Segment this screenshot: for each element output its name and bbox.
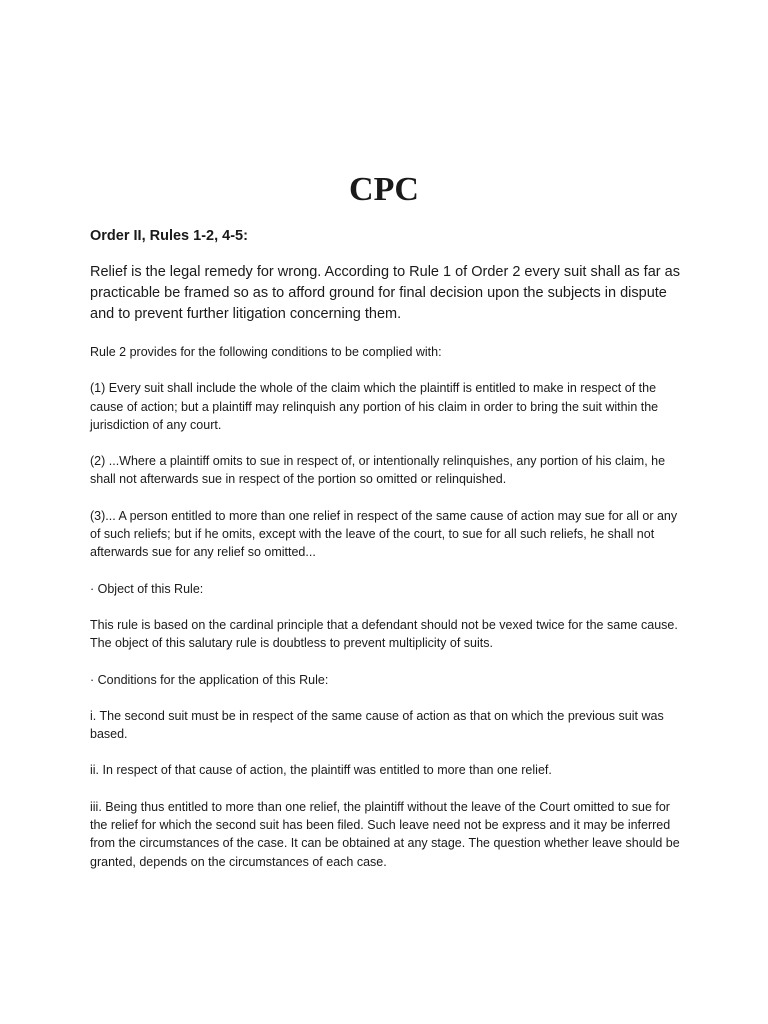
paragraph-clause-2: (2) ...Where a plaintiff omits to sue in respect of, or intentionally relinquishes, any portion of his claim, he shall not afterwards sue in respect of the portion so omitted or relinquished. <box>90 454 666 487</box>
document-body <box>90 226 690 889</box>
paragraph-clause-1: (1) Every suit shall include the whole of the claim which the plaintiff is entitled to make in respect of the cause of action; but a plaintiff may relinquish any portion of his claim in order to bring the suit within the jurisdiction of any court. <box>90 381 659 432</box>
section-heading: Order II, Rules 1-2, 4-5: <box>90 228 248 244</box>
bullet-conditions: · Conditions for the application of this Rule: <box>90 672 329 687</box>
lead-paragraph: Relief is the legal remedy for wrong. According to Rule 1 of Order 2 every suit shall as far as practicable be framed so as to afford ground for final decision upon the subjects in dispute and to prevent further litigation concerning them. <box>90 264 680 322</box>
paragraph-object-text: This rule is based on the cardinal principle that a defendant should not be vexed twice for the same cause. The object of this salutary rule is doubtless to prevent multiplicity of suits. <box>90 617 678 651</box>
condition-item-ii: ii. In respect of that cause of action, the plaintiff was entitled to more than one relief. <box>90 763 552 778</box>
paragraph-rule-2-intro: Rule 2 provides for the following conditions to be complied with: <box>90 345 442 359</box>
bullet-object-of-rule: · Object of this Rule: <box>90 581 204 596</box>
condition-item-i: i. The second suit must be in respect of the same cause of action as that on which the previous suit was based. <box>90 708 664 742</box>
condition-item-iii: iii. Being thus entitled to more than one relief, the plaintiff without the leave of the Court omitted to sue for the relief for which the second suit has been filed. Such leave need not be express and it may be inferred from the circumstances of the case. It can be obtained at any stage. The question whether leave should be granted, depends on the circumstances of each case. <box>90 799 680 869</box>
paragraph-clause-3: (3)... A person entitled to more than one relief in respect of the same cause of action may sue for all or any of such reliefs; but if he omits, except with the leave of the court, to sue for all such reliefs, he shall not afterwards sue for any relief so omitted... <box>90 508 678 560</box>
document-title: CPC <box>349 171 419 208</box>
